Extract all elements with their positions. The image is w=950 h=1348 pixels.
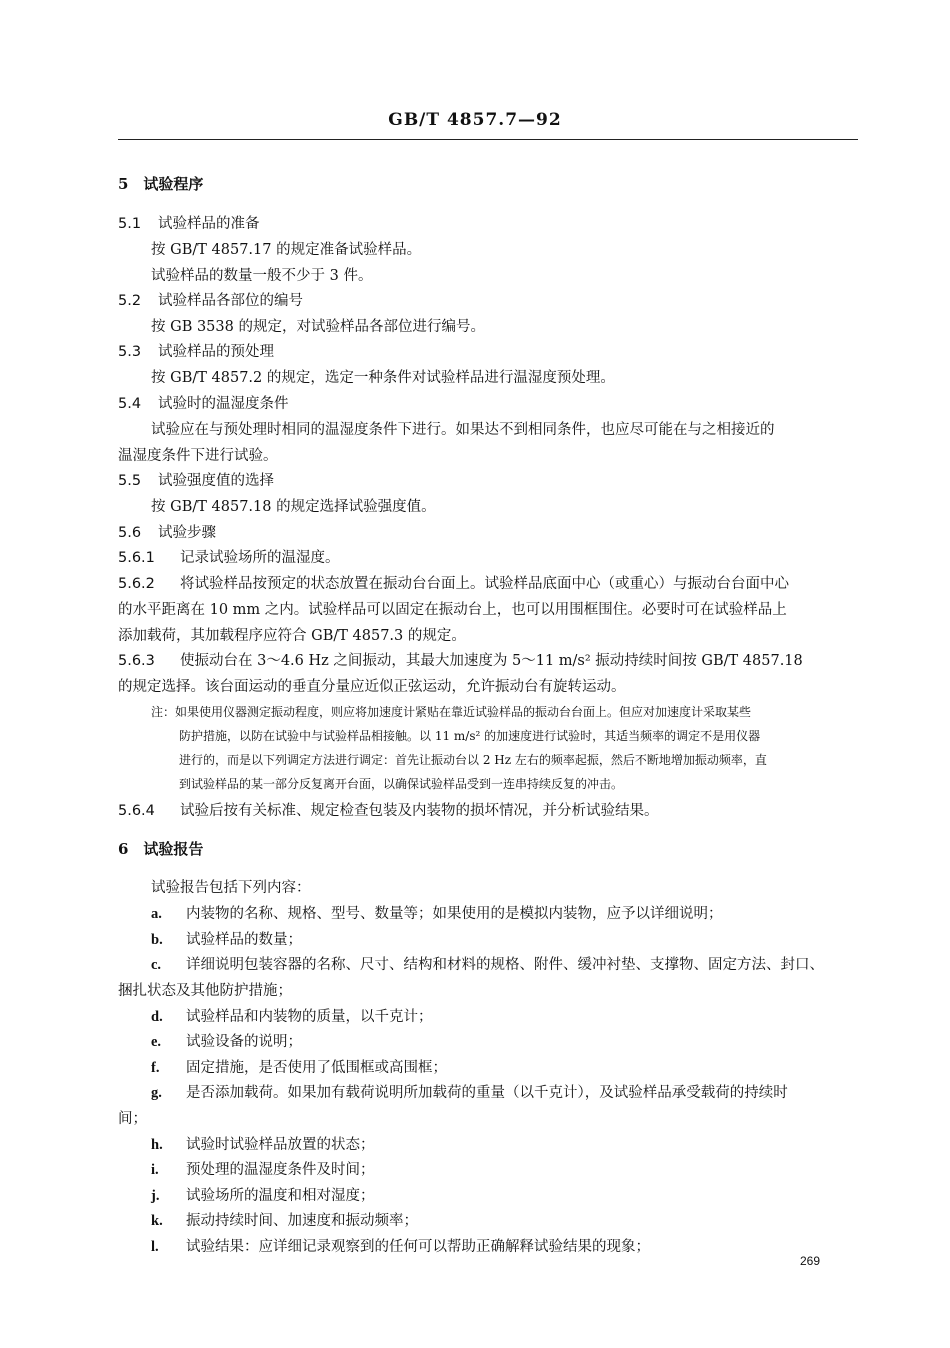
note-line: 到试验样品的某一部分反复离开台面，以确保试验样品受到一连串持续反复的冲击。 <box>179 777 624 791</box>
list-text: 试验设备的说明； <box>186 1034 302 1050</box>
list-letter: d. <box>151 1009 163 1025</box>
clause-title: 试验步骤 <box>158 525 216 541</box>
paragraph: 按 GB 3538 的规定，对试验样品各部位进行编号。 <box>151 319 485 335</box>
list-item <box>151 928 302 949</box>
note-line: 防护措施，以防在试验中与试验样品相接触。以 11 m/s² 的加速度进行试验时，其适当频率的调定不是用仪器 <box>179 729 761 743</box>
clause-5-6-3 <box>118 649 803 670</box>
header-rule <box>118 139 858 140</box>
list-item <box>151 1133 375 1154</box>
clause-number: 5.6.4 <box>118 803 155 819</box>
list-text: 内装物的名称、规格、型号、数量等；如果使用的是模拟内装物，应予以详细说明； <box>186 906 723 922</box>
paragraph: 试验样品的数量一般不少于 3 件。 <box>151 268 373 284</box>
list-item <box>151 1235 650 1256</box>
paragraph: 间； <box>118 1111 147 1127</box>
list-letter: e. <box>151 1034 162 1050</box>
paragraph: 捆扎状态及其他防护措施； <box>118 983 292 999</box>
list-text: 试验样品和内装物的质量，以千克计； <box>186 1009 433 1025</box>
clause-5-1 <box>118 212 260 233</box>
list-text: 振动持续时间、加速度和振动频率； <box>186 1213 418 1229</box>
clause-5-6-4 <box>118 799 659 820</box>
clause-title: 试验时的温湿度条件 <box>158 396 289 412</box>
clause-number: 5.4 <box>118 396 142 412</box>
list-text: 试验时试验样品放置的状态； <box>186 1137 375 1153</box>
paragraph: 按 GB/T 4857.17 的规定准备试验样品。 <box>151 242 422 258</box>
clause-5-2 <box>118 289 303 310</box>
list-letter: f. <box>151 1060 160 1076</box>
list-item <box>151 1209 418 1230</box>
paragraph: 按 GB/T 4857.18 的规定选择试验强度值。 <box>151 499 436 515</box>
section-6-title: 6 试验报告 <box>118 840 204 858</box>
clause-text: 记录试验场所的温湿度。 <box>180 550 340 566</box>
list-letter: k. <box>151 1213 163 1229</box>
list-item <box>151 953 824 974</box>
paragraph: 试验报告包括下列内容： <box>151 880 311 896</box>
list-text: 试验结果：应详细记录观察到的任何可以帮助正确解释试验结果的现象； <box>186 1239 650 1255</box>
clause-text: 试验后按有关标准、规定检查包装及内装物的损坏情况，并分析试验结果。 <box>180 803 659 819</box>
clause-5-4 <box>118 392 289 413</box>
clause-text: 将试验样品按预定的状态放置在振动台台面上。试验样品底面中心（或重心）与振动台台面中心 <box>180 576 789 592</box>
list-letter: g. <box>151 1085 162 1101</box>
clause-title: 试验样品各部位的编号 <box>158 293 303 309</box>
list-letter: a. <box>151 906 162 922</box>
list-item <box>151 1081 788 1102</box>
clause-5-6 <box>118 521 216 542</box>
list-letter: c. <box>151 957 162 973</box>
clause-text: 使振动台在 3～4.6 Hz 之间振动，其最大加速度为 5～11 m/s² 振动持续时间按 GB/T 4857.18 <box>180 653 803 669</box>
clause-number: 5.1 <box>118 216 142 232</box>
clause-5-3 <box>118 340 274 361</box>
clause-title: 试验样品的准备 <box>158 216 260 232</box>
paragraph: 的规定选择。该台面运动的垂直分量应近似正弦运动，允许振动台有旋转运动。 <box>118 679 626 695</box>
clause-number: 5.6.2 <box>118 576 155 592</box>
list-letter: i. <box>151 1162 159 1178</box>
list-text: 试验场所的温度和相对湿度； <box>186 1188 375 1204</box>
list-letter: h. <box>151 1137 163 1153</box>
paragraph: 试验应在与预处理时相同的温湿度条件下进行。如果达不到相同条件，也应尽可能在与之相接近的 <box>151 422 775 438</box>
note-line: 进行的，而是以下列调定方法进行调定：首先让振动台以 2 Hz 左右的频率起振，然后不断地增加振动频率，直 <box>179 753 767 767</box>
list-item <box>151 1005 433 1026</box>
clause-5-6-2 <box>118 572 789 593</box>
clause-number: 5.6.3 <box>118 653 155 669</box>
list-item <box>151 1056 447 1077</box>
document-header: GB/T 4857.7—92 <box>388 110 562 130</box>
list-item <box>151 902 723 923</box>
list-text: 详细说明包装容器的名称、尺寸、结构和材料的规格、附件、缓冲衬垫、支撑物、固定方法、封口、 <box>186 957 824 973</box>
list-letter: l. <box>151 1239 159 1255</box>
clause-5-5 <box>118 469 274 490</box>
page-number: 269 <box>800 1254 821 1268</box>
clause-number: 5.5 <box>118 473 142 489</box>
note-line: 注：如果使用仪器测定振动程度，则应将加速度计紧贴在靠近试验样品的振动台台面上。但应对加速度计采取某些 <box>151 705 752 719</box>
clause-title: 试验样品的预处理 <box>158 344 274 360</box>
clause-number: 5.6 <box>118 525 142 541</box>
clause-title: 试验强度值的选择 <box>158 473 274 489</box>
list-item <box>151 1184 375 1205</box>
list-item <box>151 1030 302 1051</box>
paragraph: 温湿度条件下进行试验。 <box>118 448 278 464</box>
paragraph: 的水平距离在 10 mm 之内。试验样品可以固定在振动台上，也可以用围框围住。必要时可在试验样品上 <box>118 602 787 618</box>
clause-number: 5.3 <box>118 344 142 360</box>
list-letter: j. <box>151 1188 160 1204</box>
paragraph: 按 GB/T 4857.2 的规定，选定一种条件对试验样品进行温湿度预处理。 <box>151 370 615 386</box>
list-text: 固定措施，是否使用了低围框或高围框； <box>186 1060 447 1076</box>
clause-number: 5.2 <box>118 293 142 309</box>
paragraph: 添加载荷，其加载程序应符合 GB/T 4857.3 的规定。 <box>118 628 466 644</box>
list-text: 是否添加载荷。如果加有载荷说明所加载荷的重量（以千克计），及试验样品承受载荷的持续时 <box>186 1085 788 1101</box>
clause-number: 5.6.1 <box>118 550 155 566</box>
section-5-title: 5 试验程序 <box>118 175 204 193</box>
clause-5-6-1 <box>118 546 340 567</box>
list-letter: b. <box>151 932 163 948</box>
list-item <box>151 1158 375 1179</box>
list-text: 试验样品的数量； <box>186 932 302 948</box>
list-text: 预处理的温湿度条件及时间； <box>186 1162 375 1178</box>
